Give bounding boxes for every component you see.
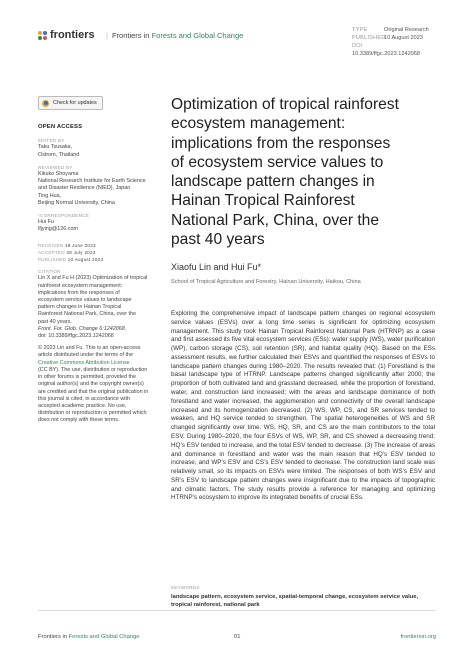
journal-prefix: Frontiers in bbox=[111, 31, 150, 40]
correspondence-name: Hui Fu bbox=[38, 219, 54, 226]
meta-published: PUBLISHED10 August 2023 bbox=[352, 35, 423, 41]
reviewed-by-line: and Disaster Resilience (NIED), Japan bbox=[38, 185, 131, 192]
frontiers-logo[interactable] bbox=[38, 29, 95, 41]
edited-by-line: Ostrom, Thailand bbox=[38, 151, 80, 158]
copyright-line: (CC BY). The use, distribution or reproduction bbox=[38, 366, 148, 373]
footer-divider bbox=[38, 610, 436, 611]
footer-journal-link[interactable]: Forests and Global Change bbox=[68, 634, 140, 640]
frontiers-logo-icon bbox=[38, 31, 47, 40]
citation-doi-link[interactable]: doi: 10.3389/ffgc.2023.1242068 bbox=[38, 333, 114, 340]
reviewed-by-line: Ting Hua, bbox=[38, 192, 62, 199]
meta-type: TYPE Original Research bbox=[352, 27, 429, 33]
author-list[interactable]: Xiaofu Lin and Hui Fu* bbox=[171, 262, 262, 272]
sidebar bbox=[38, 124, 166, 425]
citation-line: pattern changes in Hainan Tropical bbox=[38, 304, 122, 311]
citation-line: Rainforest National Park, China, over the bbox=[38, 311, 136, 318]
meta-doi[interactable]: DOI10.3389/ffgc.2023.1242068 bbox=[352, 43, 421, 57]
citation-line: Front. For. Glob. Change 6:1242068. bbox=[38, 325, 127, 332]
page-number: 01 bbox=[234, 634, 241, 640]
date-row: PUBLISHED 10 August 2023 bbox=[38, 257, 104, 263]
citation-line: past 40 years. bbox=[38, 318, 72, 325]
article-title: Optimization of tropical rainforest ecosystem management: implications from the responses of ecosystem service values to landscape pattern changes in Hainan Tropical Rainforest National Park, China, over the past 40 years bbox=[171, 96, 399, 249]
copyright-line: © 2023 Lin and Fu. This is an open-access bbox=[38, 345, 141, 352]
citation-line: Lin X and Fu H (2023) Optimization of tropical bbox=[38, 275, 148, 282]
copyright-block bbox=[38, 345, 166, 424]
date-row: RECEIVED 18 June 2023 bbox=[38, 242, 96, 248]
copyright-line: in other forums is permitted, provided the bbox=[38, 374, 136, 381]
copyright-line: distribution or reproduction is permitted which bbox=[38, 410, 147, 417]
check-updates-icon bbox=[42, 100, 49, 107]
abstract-text: Exploring the comprehensive impact of landscape pattern changes on regional ecosystem service values (ESVs) over a long time series is significant for optimizing ecosystem management. This study took Hainan Tropical Rainforest National Park (HTRNP) as a case and first assessed its five vital ecosystem services (ESs): water supply (WS), water purification (WP), carbon storage (CS), soil retention (SR), and habitat quality (HQ). Based on the ESs assessment results, we further calculated their ESVs and quantified the responses of ESVs to landscape pattern changes during 1980–2020. The results revealed that: (1) Forestland is the basal landscape type of HTRNP. Landscape patterns changed significantly after 2000; the proportion of both cultivated land and grassland decreased, while the proportion of forestland, water, and construction land increased; with the areas and landscape dominance of both forestland and water increased, the agglomeration and connectivity of the overall landscape increased and its homogenization decreased. (2) WS, WP, CS, and SR services tended to weaken, and HQ service tended to strengthen. The spatial heterogeneities of WS and SR changed significantly over time. WS, HQ, SR, and CS are the main contributors to the total ESV. During 1980–2020, the four ESVs of WS, WP, SR, and CS showed a decreasing trend; HQ’s ESV tended to increase, and the total ESV tended to decrease. (3) The increase of areas and dominance in forestland and water was the main reason that HQ’s ESV tended to increase, and WP’s ESV and CS’s ESV tended to decrease. The construction land scale was relatively small, so its impacts on ESVs were limited. The responses of both WS’s ESV and SR’s ESV to landscape pattern changes were insignificant due to the impacts of topographic and climatic factors. The study results provide a reference for managing and optimizing HTRNP’s ecosystem to improve its integrated benefits of crucial ESs. bbox=[171, 310, 435, 502]
check-for-updates-button[interactable] bbox=[38, 96, 103, 110]
citation-line: rainforest ecosystem management: bbox=[38, 282, 123, 289]
reviewed-by-line: Kikuko Shoyama bbox=[38, 171, 79, 178]
copyright-line: accepted academic practice. No use, bbox=[38, 402, 127, 409]
date-row: ACCEPTED 28 July 2023 bbox=[38, 249, 96, 255]
affiliation: School of Tropical Agriculture and Forestry, Hainan University, Haikou, China bbox=[171, 279, 361, 285]
citation-line: ecosystem service values to landscape bbox=[38, 297, 132, 304]
copyright-line: does not comply with these terms. bbox=[38, 417, 120, 424]
keywords-list: landscape pattern, ecosystem service, spatial-temporal change, ecosystem service value, tropical rainforest, national park bbox=[171, 594, 419, 608]
citation-line: implications from the responses of bbox=[38, 289, 120, 296]
copyright-line: are credited and that the original publication in bbox=[38, 388, 149, 395]
edited-by-label: EDITED BY bbox=[38, 138, 65, 144]
page-footer bbox=[38, 610, 436, 644]
page-header bbox=[38, 26, 438, 57]
frontiersin-link[interactable]: frontiersin.org bbox=[400, 634, 436, 640]
reviewed-by-label: REVIEWED BY bbox=[38, 164, 73, 170]
cc-license-link[interactable]: Creative Commons Attribution License bbox=[38, 359, 130, 366]
journal-title: | Frontiers in Forests and Global Change bbox=[106, 31, 244, 40]
footer-journal: Frontiers in Forests and Global Change bbox=[38, 634, 140, 640]
copyright-line: this journal is cited, in accordance with bbox=[38, 395, 130, 402]
correspondence-email-link[interactable]: lfjying@126.com bbox=[38, 226, 78, 233]
check-updates-label: Check for updates bbox=[53, 100, 97, 106]
article-meta bbox=[352, 26, 438, 58]
journal-name-link[interactable]: Forests and Global Change bbox=[151, 31, 244, 40]
reviewed-by-line: National Research Institute for Earth Science bbox=[38, 178, 146, 185]
keywords-label: KEYWORDS bbox=[171, 585, 200, 590]
copyright-line: original author(s) and the copyright owner(s) bbox=[38, 381, 144, 388]
open-access-label: OPEN ACCESS bbox=[38, 124, 83, 130]
reviewed-by-line: Beijing Normal University, China bbox=[38, 199, 115, 206]
citation-label: CITATION bbox=[38, 269, 61, 275]
edited-by-line: Taku Tsusaka, bbox=[38, 144, 73, 151]
correspondence-label: *CORRESPONDENCE bbox=[38, 213, 90, 219]
brand-name: frontiers bbox=[50, 29, 95, 41]
copyright-line: article distributed under the terms of the bbox=[38, 352, 133, 359]
